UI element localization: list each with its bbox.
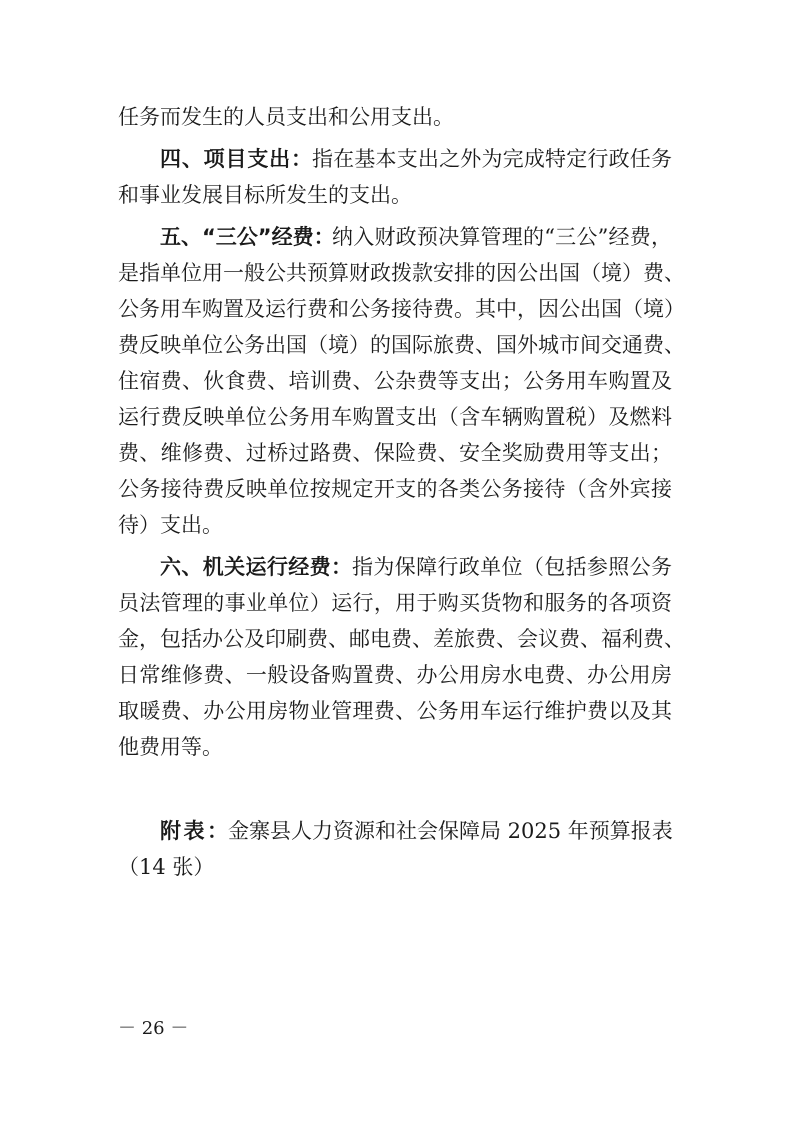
paragraph-line [0, 693, 793, 729]
paragraph-line [0, 363, 793, 399]
appendix-title: 金寨县人力资源和社会保障局 2025 年预算报表 [228, 819, 673, 843]
section-heading-project-expenditure: 四、项目支出： [160, 147, 312, 171]
paragraph-line [0, 621, 793, 657]
paragraph-line [0, 255, 793, 291]
appendix-count: （14 张） [118, 855, 215, 879]
paragraph-line [0, 471, 793, 507]
appendix-label: 附表： [160, 819, 228, 843]
body-text: 指为保障行政单位（包括参照公务 [352, 555, 672, 579]
section-heading-three-public-expenses: 五、“三公”经费： [160, 225, 335, 249]
paragraph-line [0, 585, 793, 621]
body-text: 他费用等。 [118, 735, 223, 759]
paragraph-line [0, 399, 793, 435]
paragraph-line [0, 435, 793, 471]
paragraph-line [0, 177, 793, 213]
paragraph-line [0, 813, 793, 849]
body-text: 任务而发生的人员支出和公用支出。 [118, 105, 454, 129]
paragraph-line [0, 291, 793, 327]
paragraph-line [0, 327, 793, 363]
paragraph-line [0, 507, 793, 543]
paragraph-line [0, 549, 793, 585]
body-text: 和事业发展目标所发生的支出。 [118, 183, 412, 207]
body-text: 金，包括办公及印刷费、邮电费、差旅费、会议费、福利费、 [118, 627, 685, 651]
body-text: 取暖费、办公用房物业管理费、公务用车运行维护费以及其 [118, 699, 672, 723]
body-text: 员法管理的事业单位）运行，用于购买货物和服务的各项资 [118, 591, 672, 615]
paragraph-line [0, 141, 793, 177]
paragraph-line [0, 99, 793, 135]
body-text: 运行费反映单位公务用车购置支出（含车辆购置税）及燃料 [118, 405, 672, 429]
body-text: 公务用车购置及运行费和公务接待费。其中，因公出国（境） [118, 297, 685, 321]
paragraph-line [0, 729, 793, 765]
paragraph-line [0, 657, 793, 693]
body-text: 费、维修费、过桥过路费、保险费、安全奖励费用等支出； [118, 441, 672, 465]
body-text: 是指单位用一般公共预算财政拨款安排的因公出国（境）费、 [118, 261, 685, 285]
paragraph-line [0, 219, 793, 255]
body-text: 公务接待费反映单位按规定开支的各类公务接待（含外宾接 [118, 477, 672, 501]
paragraph-line [0, 849, 793, 885]
page-number: － 26 － [118, 1018, 189, 1039]
body-text: 日常维修费、一般设备购置费、办公用房水电费、办公用房 [118, 663, 672, 687]
section-heading-operating-expenses: 六、机关运行经费： [160, 555, 352, 579]
body-text: 费反映单位公务出国（境）的国际旅费、国外城市间交通费、 [118, 333, 685, 357]
body-text: 住宿费、伙食费、培训费、公杂费等支出；公务用车购置及 [118, 369, 672, 393]
body-text: 纳入财政预决算管理的“三公”经费， [332, 225, 672, 249]
body-text: 指在基本支出之外为完成特定行政任务 [312, 147, 672, 171]
body-text: 待）支出。 [118, 513, 223, 537]
